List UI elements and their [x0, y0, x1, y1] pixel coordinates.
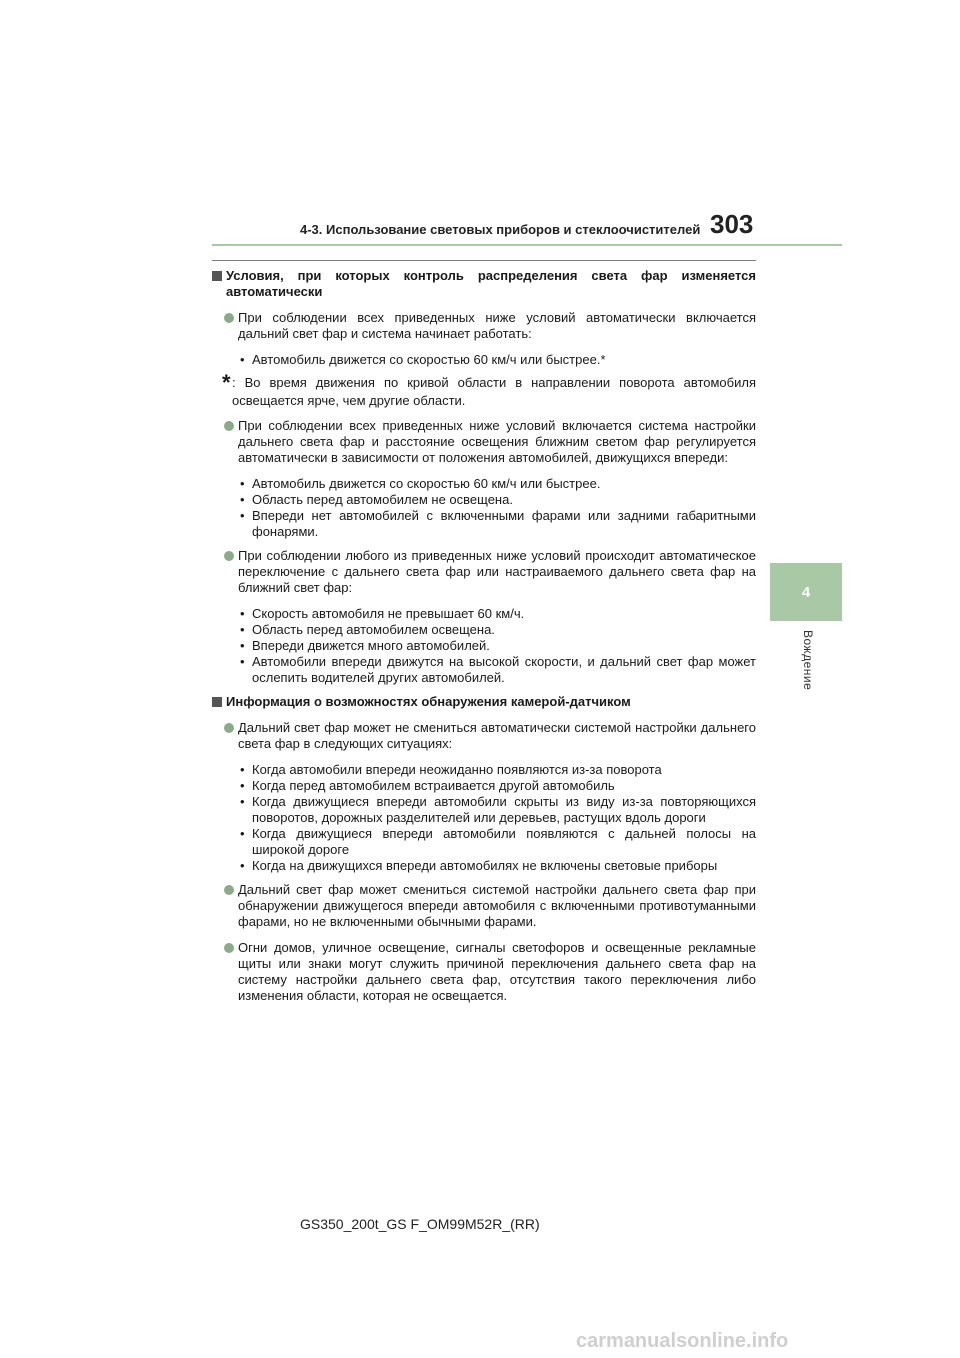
- list-item: • Когда автомобили впереди неожиданно появляются из-за поворота: [240, 762, 662, 777]
- list-item: • Автомобиль движется со скоростью 60 км/ч или быстрее.: [240, 476, 601, 491]
- watermark: carmanualsonline.info: [576, 1330, 789, 1352]
- section-heading: Информация о возможностях обнаружения камерой-датчиком: [212, 694, 756, 710]
- list-item: • Когда движущиеся впереди автомобили скрыты из виду из-за повторяющихся поворотов, дорожных разделителей или деревьев, растущих вдоль дороги: [240, 794, 756, 825]
- chapter-tab[interactable]: [770, 563, 842, 621]
- manual-code: GS350_200t_GS F_OM99M52R_(RR): [300, 1216, 540, 1232]
- header-divider: [212, 244, 842, 246]
- circle-bullet-icon: [224, 723, 234, 733]
- list-item: • Когда на движущихся впереди автомобилях не включены световые приборы: [240, 858, 718, 873]
- circle-bullet-icon: [224, 943, 234, 953]
- asterisk-icon: *: [222, 370, 231, 395]
- paragraph: При соблюдении всех приведенных ниже условий автоматически включается дальний свет фар и система начинает работать:: [212, 310, 756, 342]
- list-item: • Впереди движется много автомобилей.: [240, 638, 490, 653]
- circle-bullet-icon: [224, 421, 234, 431]
- list-item: • Область перед автомобилем не освещена.: [240, 492, 513, 507]
- page-content: [212, 268, 756, 1014]
- list-item: • Когда перед автомобилем встраивается другой автомобиль: [240, 778, 615, 793]
- footnote: * : Во время движения по кривой области в направлении поворота автомобиля освещается ярче, чем другие области.: [222, 370, 756, 408]
- list-item: • Скорость автомобиля не превышает 60 км/ч.: [240, 606, 525, 621]
- page-number: 303: [710, 209, 754, 239]
- list-item: • Когда движущиеся впереди автомобили появляются с дальней полосы на широкой дороге: [240, 826, 756, 857]
- list-item: • Впереди нет автомобилей с включенными фарами или задними габаритными фонарями.: [240, 508, 756, 539]
- chapter-label: Вождение: [801, 630, 815, 691]
- paragraph: При соблюдении всех приведенных ниже условий включается система настройки дальнего света фар и расстояние освещения ближним светом фар регулируется автоматически в зависимости от положения автомобилей, движущихся впереди:: [212, 418, 756, 466]
- paragraph: При соблюдении любого из приведенных ниже условий происходит автоматическое переключение с дальнего света фар или настраиваемого дальнего света фар на ближний свет фар:: [212, 548, 756, 596]
- bullet-list: [212, 606, 756, 686]
- list-item: • Автомобили впереди движутся на высокой скорости, и дальний свет фар может ослепить водителей других автомобилей.: [240, 654, 756, 685]
- circle-bullet-icon: [224, 313, 234, 323]
- list-item: • Автомобиль движется со скоростью 60 км/ч или быстрее.*: [240, 352, 606, 367]
- bullet-list: [212, 352, 756, 368]
- square-bullet-icon: [212, 271, 222, 281]
- square-bullet-icon: [212, 697, 222, 707]
- bullet-list: [212, 762, 756, 874]
- bullet-list: [212, 476, 756, 540]
- list-item: • Область перед автомобилем освещена.: [240, 622, 495, 637]
- section-heading: Условия, при которых контроль распределения света фар изменяется автоматически: [212, 268, 756, 300]
- paragraph: Дальний свет фар может не смениться автоматически системой настройки дальнего света фар в следующих ситуациях:: [212, 720, 756, 752]
- circle-bullet-icon: [224, 551, 234, 561]
- chapter-number: 4: [801, 583, 811, 601]
- paragraph: Дальний свет фар может смениться системой настройки дальнего света фар при обнаружении движущегося впереди автомобиля с включенными противотуманными фарами, но не включенными обычными фарами.: [212, 882, 756, 930]
- section-header-title: 4-3. Использование световых приборов и стеклоочистителей: [300, 222, 701, 237]
- circle-bullet-icon: [224, 885, 234, 895]
- paragraph: Огни домов, уличное освещение, сигналы светофоров и освещенные рекламные щиты или знаки могут служить причиной переключения дальнего света фар на систему настройки дальнего света фар, отсутствия такого переключения либо изменения области, которая не освещается.: [212, 940, 756, 1004]
- content-top-rule: [212, 260, 756, 261]
